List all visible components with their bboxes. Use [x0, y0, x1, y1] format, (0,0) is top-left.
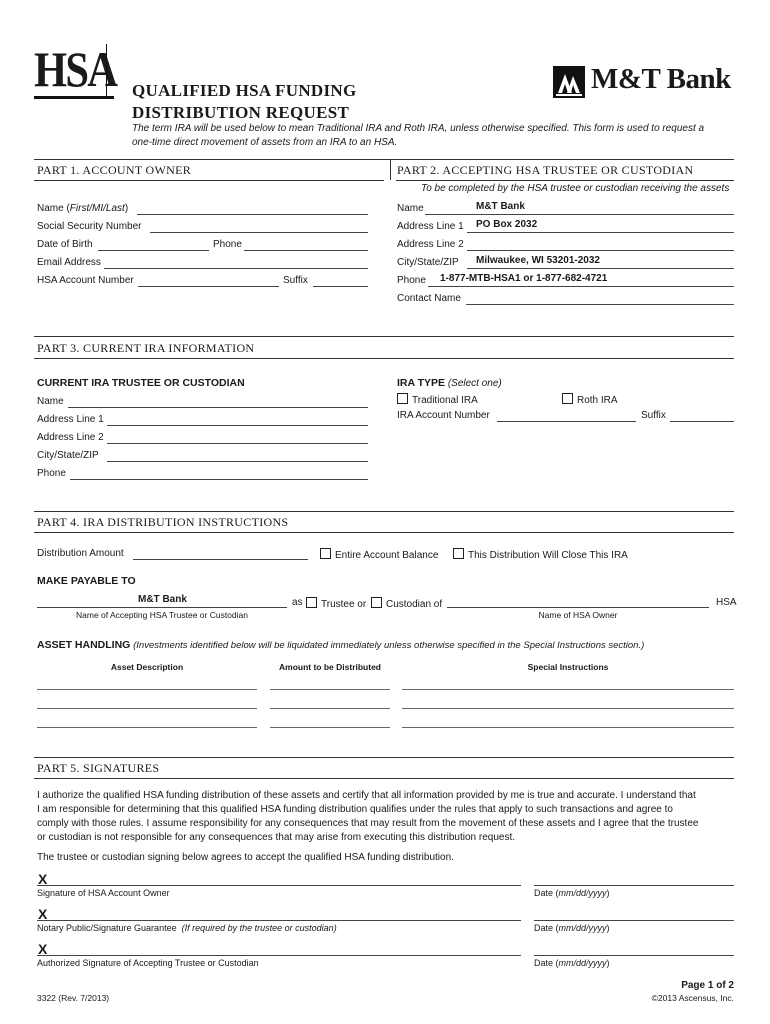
hsa-suffix-text: HSA — [716, 597, 737, 608]
trustee-city-label: City/State/ZIP — [397, 257, 459, 268]
part4-heading: PART 4. IRA DISTRIBUTION INSTRUCTIONS — [37, 515, 289, 529]
hsa-logo — [34, 41, 117, 97]
as-label: as — [292, 597, 303, 608]
ira-trustee-addr1-field[interactable] — [107, 425, 368, 426]
authorization-text: I authorize the qualified HSA funding distribution of these assets and certify that all information provided by me is true and accurate. I understand that I am responsible for determining that this qualified HSA funding distribution qualifies under the rules that apply to such transactions and agree to comply with those rules. I assume responsibility for any consequences that may result from the movement of these assets and I agree that the trustee or custodian is not responsible for any consequences that may arise from executing this distribution request. — [37, 790, 699, 843]
part2-note: To be completed by the HSA trustee or custodian receiving the assets — [421, 183, 730, 194]
asset-row-3-instructions[interactable] — [402, 727, 734, 728]
copyright: ©2013 Ascensus, Inc. — [651, 993, 734, 1003]
close-ira-label: This Distribution Will Close This IRA — [468, 550, 628, 561]
signature-3-x-mark: X — [38, 941, 48, 957]
part2-heading: PART 2. ACCEPTING HSA TRUSTEE OR CUSTODIAN — [397, 163, 694, 177]
traditional-ira-checkbox[interactable] — [397, 393, 478, 406]
hsa-suffix-label: Suffix — [283, 275, 308, 286]
col-amount-distributed: Amount to be Distributed — [279, 662, 381, 672]
ira-account-label: IRA Account Number — [397, 410, 490, 421]
owner-name-label: Name (First/MI/Last) — [37, 203, 129, 214]
asset-row-3-description[interactable] — [37, 727, 257, 728]
owner-phone-field[interactable] — [244, 250, 368, 251]
trustee-date-field[interactable] — [534, 955, 734, 956]
email-field[interactable] — [104, 268, 368, 269]
ira-trustee-city-field[interactable] — [107, 461, 368, 462]
ssn-field[interactable] — [150, 232, 368, 233]
dob-field[interactable] — [98, 250, 209, 251]
distribution-amount-label: Distribution Amount — [37, 548, 124, 559]
ira-type-label: IRA TYPE (Select one) — [397, 377, 502, 389]
asset-row-2-amount[interactable] — [270, 708, 390, 709]
page-number: Page 1 of 2 — [681, 980, 734, 991]
asset-row-1-instructions[interactable] — [402, 689, 734, 690]
hsa-logo-text: HSA — [34, 41, 117, 97]
contact-name-field[interactable] — [466, 304, 734, 305]
asset-row-2-description[interactable] — [37, 708, 257, 709]
notary-date-field[interactable] — [534, 920, 734, 921]
mt-bank-logo-icon — [553, 66, 585, 98]
trustee-or-label: Trustee or — [321, 599, 367, 610]
owner-phone-label: Phone — [213, 239, 242, 250]
payee-field[interactable] — [37, 607, 287, 608]
owner-signature-label: Signature of HSA Account Owner — [37, 888, 170, 898]
ira-trustee-addr2-label: Address Line 2 — [37, 432, 104, 443]
part1-heading: PART 1. ACCOUNT OWNER — [37, 163, 192, 177]
hsa-account-label: HSA Account Number — [37, 275, 134, 286]
traditional-ira-label: Traditional IRA — [412, 395, 478, 406]
intro-line-1: The term IRA will be used below to mean Traditional IRA and Roth IRA, unless otherwise specified. This form is used to request a — [132, 123, 705, 134]
ira-suffix-label: Suffix — [641, 410, 666, 421]
signature-1-x-mark: X — [38, 871, 48, 887]
ira-account-field[interactable] — [497, 421, 636, 422]
hsa-suffix-field[interactable] — [313, 286, 368, 287]
payee-value: M&T Bank — [138, 594, 187, 605]
ira-trustee-addr1-label: Address Line 1 — [37, 414, 104, 425]
trustee-addr2-label: Address Line 2 — [397, 239, 464, 250]
col-asset-description: Asset Description — [110, 662, 184, 672]
payee-caption: Name of Accepting HSA Trustee or Custodian — [76, 610, 248, 620]
notary-signature-field[interactable] — [37, 920, 521, 921]
bank-name: M&T Bank — [591, 63, 731, 95]
owner-name-field[interactable] — [137, 214, 368, 215]
trustee-name-value: M&T Bank — [476, 201, 525, 212]
hsa-owner-field[interactable] — [447, 607, 709, 608]
ssn-label: Social Security Number — [37, 221, 142, 232]
title-line-2: DISTRIBUTION REQUEST — [132, 103, 350, 122]
email-label: Email Address — [37, 257, 101, 268]
close-ira-checkbox[interactable] — [453, 548, 628, 561]
contact-name-label: Contact Name — [397, 293, 461, 304]
owner-caption: Name of HSA Owner — [538, 610, 618, 620]
part3-heading: PART 3. CURRENT IRA INFORMATION — [37, 341, 255, 355]
trustee-addr1-value: PO Box 2032 — [476, 219, 538, 230]
owner-date-label: Date (mm/dd/yyyy) — [534, 888, 610, 898]
trustee-city-value: Milwaukee, WI 53201-2032 — [476, 255, 600, 266]
title-line-1: QUALIFIED HSA FUNDING — [132, 81, 357, 100]
ira-suffix-field[interactable] — [670, 421, 734, 422]
asset-row-3-amount[interactable] — [270, 727, 390, 728]
trustee-name-field[interactable] — [425, 214, 734, 215]
trustee-phone-label: Phone — [397, 275, 426, 286]
trustee-checkbox[interactable] — [306, 597, 366, 610]
custodian-of-label: Custodian of — [386, 599, 443, 610]
custodian-checkbox[interactable] — [371, 597, 442, 610]
ira-trustee-city-label: City/State/ZIP — [37, 450, 99, 461]
asset-handling-heading: ASSET HANDLING (Investments identified below will be liquidated immediately unless otherwise specified in the Special Instructions section.) — [37, 639, 645, 651]
ira-trustee-phone-field[interactable] — [70, 479, 368, 480]
trustee-phone-field[interactable] — [428, 286, 734, 287]
asset-row-1-description[interactable] — [37, 689, 257, 690]
trustee-addr1-label: Address Line 1 — [397, 221, 464, 232]
trustee-date-label: Date (mm/dd/yyyy) — [534, 958, 610, 968]
trustee-phone-value: 1-877-MTB-HSA1 or 1-877-682-4721 — [440, 273, 608, 284]
acceptance-text: The trustee or custodian signing below agrees to accept the qualified HSA funding distribution. — [37, 852, 454, 863]
payable-heading: MAKE PAYABLE TO — [37, 575, 136, 587]
page-title — [132, 80, 357, 124]
dob-label: Date of Birth — [37, 239, 93, 250]
owner-signature-field[interactable] — [37, 885, 521, 886]
trustee-signature-label: Authorized Signature of Accepting Trustee or Custodian — [37, 958, 259, 968]
ira-trustee-name-label: Name — [37, 396, 64, 407]
hsa-account-field[interactable] — [138, 286, 279, 287]
distribution-amount-field[interactable] — [133, 559, 308, 560]
trustee-name-label: Name — [397, 203, 424, 214]
ira-trustee-phone-label: Phone — [37, 468, 66, 479]
trustee-city-field[interactable] — [467, 268, 734, 269]
owner-signature-date-field[interactable] — [534, 885, 734, 886]
trustee-addr2-field[interactable] — [467, 250, 734, 251]
trustee-addr1-field[interactable] — [467, 232, 734, 233]
notary-signature-label: Notary Public/Signature Guarantee (If required by the trustee or custodian) — [37, 923, 337, 933]
roth-ira-checkbox[interactable] — [562, 393, 618, 406]
intro-text — [132, 122, 742, 150]
col-special-instructions: Special Instructions — [527, 662, 609, 672]
asset-row-1-amount[interactable] — [270, 689, 390, 690]
form-id: 3322 (Rev. 7/2013) — [37, 993, 110, 1003]
part5-heading: PART 5. SIGNATURES — [37, 761, 160, 775]
entire-balance-label: Entire Account Balance — [335, 550, 439, 561]
trustee-signature-field[interactable] — [37, 955, 521, 956]
ira-trustee-addr2-field[interactable] — [107, 443, 368, 444]
current-trustee-heading: CURRENT IRA TRUSTEE OR CUSTODIAN — [37, 377, 245, 389]
entire-balance-checkbox[interactable] — [320, 548, 438, 561]
intro-line-2: one-time direct movement of assets from an IRA to an HSA. — [132, 137, 398, 148]
asset-row-2-instructions[interactable] — [402, 708, 734, 709]
notary-date-label: Date (mm/dd/yyyy) — [534, 923, 610, 933]
roth-ira-label: Roth IRA — [577, 395, 618, 406]
ira-trustee-name-field[interactable] — [68, 407, 368, 408]
signature-2-x-mark: X — [38, 906, 48, 922]
